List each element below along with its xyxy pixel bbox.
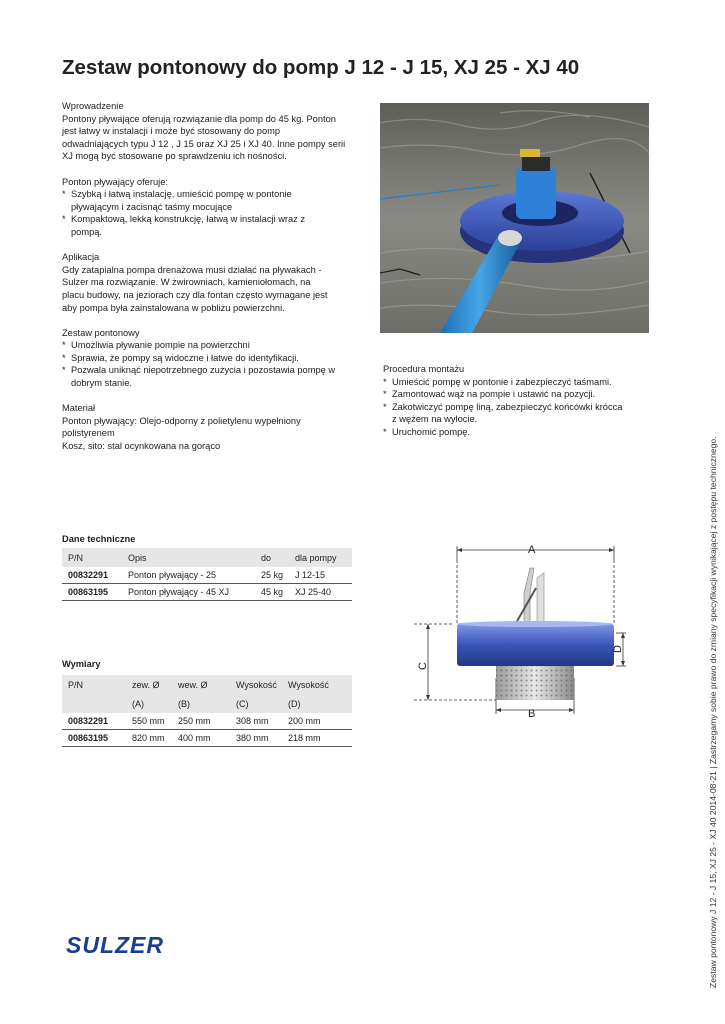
- column-header: [62, 694, 126, 713]
- material-line: polistyrenem: [62, 428, 115, 439]
- intro-line: jest łatwy w instalacji i może być stosowany do pomp: [62, 126, 281, 137]
- intro-line: odwadniających typu J 12 , J 15 oraz XJ 25 i XJ 40. Inne pompy serii: [62, 138, 346, 149]
- table-cell: 00863195: [62, 584, 122, 601]
- list-item: * Umożliwia pływanie pompie na powierzchni: [62, 340, 250, 351]
- procedure-heading: Procedura montażu: [383, 364, 465, 374]
- column-header: (D): [282, 694, 352, 713]
- label-c: C: [417, 662, 429, 670]
- table-cell: 00832291: [62, 713, 126, 730]
- left-column: [62, 100, 362, 453]
- column-header: zew. Ø: [126, 675, 172, 694]
- application-line: Sulzer ma rozwiązanie. W żwirowniach, kamieniołomach, na: [62, 277, 311, 288]
- dims-table: [62, 675, 352, 747]
- intro-line: Pontony pływające oferują rozwiązanie dla pomp do 45 kg. Ponton: [62, 113, 336, 124]
- table-cell: XJ 25-40: [289, 584, 352, 601]
- table-cell: Ponton pływający - 25: [122, 567, 255, 584]
- table-cell: 218 mm: [282, 730, 352, 747]
- column-header: wew. Ø: [172, 675, 230, 694]
- table-cell: 250 mm: [172, 713, 230, 730]
- sulzer-logo: SULZER: [66, 932, 164, 958]
- column-header: dla pompy: [289, 548, 352, 567]
- table-header-row: [62, 675, 352, 694]
- column-header: P/N: [62, 675, 126, 694]
- material-line: Ponton pływający: Olejo-odporny z polietylenu wypełniony: [62, 415, 301, 426]
- table-cell: 200 mm: [282, 713, 352, 730]
- offers-list: [62, 188, 362, 238]
- label-a: A: [528, 544, 536, 556]
- kit-list: [62, 339, 362, 389]
- kit-heading: Zestaw pontonowy: [62, 327, 140, 338]
- application-line: Gdy zatapialna pompa drenażowa musi działać na pływakach -: [62, 264, 322, 275]
- list-item: * Sprawia, że pompy są widoczne i łatwe do identyfikacji.: [62, 352, 299, 363]
- intro-line: XJ mogą być stosowane po sprawdzeniu ich nośności.: [62, 151, 287, 162]
- procedure-list: [383, 376, 663, 439]
- list-item: * Szybką i łatwą instalację, umieścić pompę w pontonie pływającym i zacisnąć taśmy mocujące: [62, 189, 292, 212]
- table-cell: 308 mm: [230, 713, 282, 730]
- table-cell: 45 kg: [255, 584, 289, 601]
- table-cell: 820 mm: [126, 730, 172, 747]
- column-header: (B): [172, 694, 230, 713]
- procedure-section: [383, 363, 663, 439]
- table-header-row: [62, 548, 352, 567]
- label-d: D: [612, 645, 624, 653]
- side-note: Zestaw pontonowy J 12 - J 15, XJ 25 - XJ 40 2014-08-21 | Zastrzegamy sobie prawo do zmiany specyfikacji wynikającej z postępu technicznego.: [708, 436, 718, 988]
- column-header: Wysokość: [282, 675, 352, 694]
- intro-heading: Wprowadzenie: [62, 101, 124, 111]
- column-header: do: [255, 548, 289, 567]
- table-cell: Ponton pływający - 45 XJ: [122, 584, 255, 601]
- list-item: * Zamontować wąż na pompie i ustawić na pozycji.: [383, 389, 596, 400]
- column-header: Opis: [122, 548, 255, 567]
- dims-table-title: Wymiary: [62, 659, 101, 669]
- label-b: B: [528, 708, 536, 720]
- dimension-drawing: [404, 538, 634, 720]
- table-cell: 25 kg: [255, 567, 289, 584]
- table-row: [62, 730, 352, 747]
- material-line: Kosz, sito: stal ocynkowana na gorąco: [62, 441, 221, 452]
- tech-table: [62, 548, 352, 601]
- list-item: * Umieścić pompę w pontonie i zabezpieczyć taśmami.: [383, 376, 612, 387]
- tech-table-title: Dane techniczne: [62, 534, 136, 544]
- table-row: [62, 713, 352, 730]
- column-header: (A): [126, 694, 172, 713]
- list-item: * Zakotwiczyć pompę liną, zabezpieczyć końcówki krócca z wężem na wylocie.: [383, 401, 623, 425]
- list-item: * Uruchomić pompę.: [383, 426, 471, 437]
- list-item: * Kompaktową, lekką konstrukcję, łatwą w instalacji wraz z pompą.: [62, 214, 306, 237]
- table-row: [62, 584, 352, 601]
- column-header: Wysokość: [230, 675, 282, 694]
- table-cell: 550 mm: [126, 713, 172, 730]
- page-title: Zestaw pontonowy do pomp J 12 - J 15, XJ 25 - XJ 40: [62, 56, 580, 79]
- table-cell: J 12-15: [289, 567, 352, 584]
- table-header-row: [62, 694, 352, 713]
- application-heading: Aplikacja: [62, 252, 100, 263]
- application-line: placu budowy, na jeziorach czy dla fontan często wymagane jest: [62, 289, 328, 300]
- table-cell: 380 mm: [230, 730, 282, 747]
- column-header: P/N: [62, 548, 122, 567]
- table-cell: 400 mm: [172, 730, 230, 747]
- table-cell: 00832291: [62, 567, 122, 584]
- pontoon-photo: [380, 103, 649, 333]
- application-line: aby pompa była zainstalowana w pobliżu powierzchni.: [62, 302, 285, 313]
- table-cell: 00863195: [62, 730, 126, 747]
- material-heading: Materiał: [62, 403, 96, 414]
- list-item: * Pozwala uniknąć niepotrzebnego zużycia i pozostawia pompę w dobrym stanie.: [62, 365, 336, 389]
- column-header: (C): [230, 694, 282, 713]
- table-row: [62, 567, 352, 584]
- offers-heading: Ponton pływający oferuje:: [62, 176, 168, 187]
